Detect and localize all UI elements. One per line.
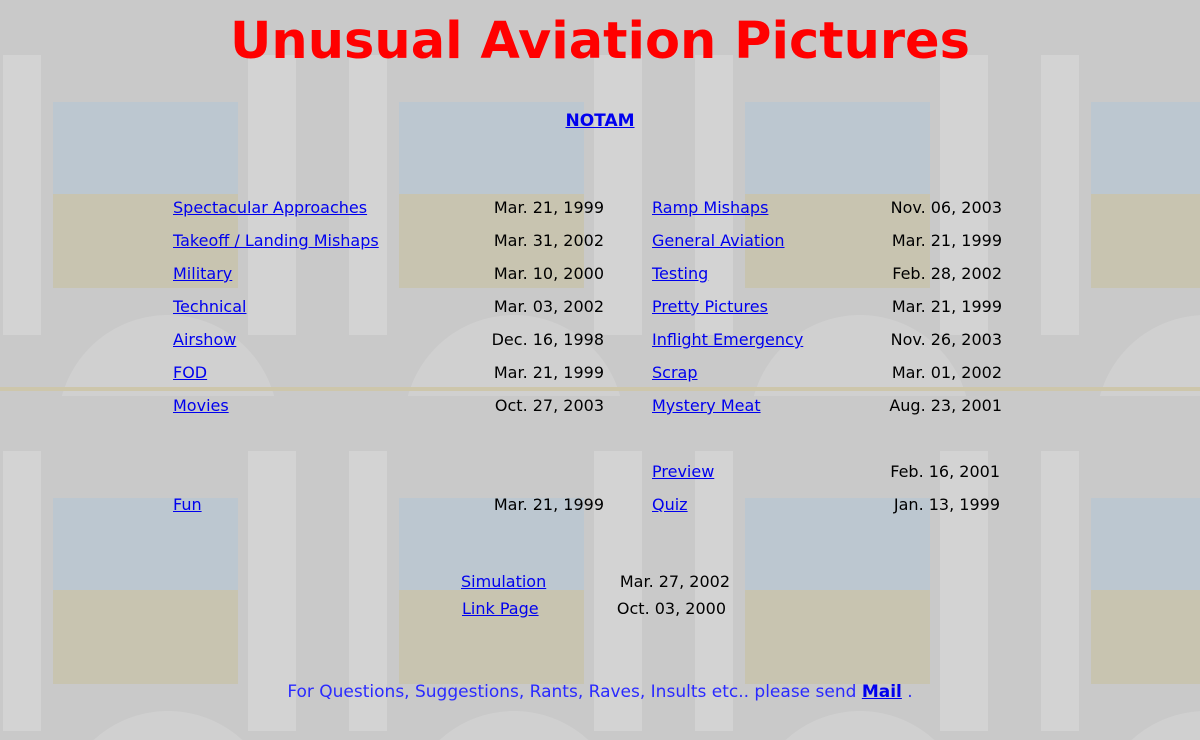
link-mystery-meat[interactable]: Mystery Meat <box>652 396 761 415</box>
notam-link[interactable]: NOTAM <box>565 111 635 131</box>
link-general-aviation[interactable]: General Aviation <box>652 231 785 250</box>
date-label: Oct. 03, 2000 <box>616 599 726 618</box>
footer-text: For Questions, Suggestions, Rants, Raves, Insults etc.. please send <box>287 682 857 702</box>
link-ramp-mishaps[interactable]: Ramp Mishaps <box>652 198 769 217</box>
link-pretty-pictures[interactable]: Pretty Pictures <box>652 297 768 316</box>
link-inflight-emergency[interactable]: Inflight Emergency <box>652 330 804 349</box>
date-label: Mar. 21, 1999 <box>493 363 604 382</box>
date-label: Mar. 21, 1999 <box>493 198 604 217</box>
date-label: Mar. 21, 1999 <box>891 231 1002 250</box>
mail-link[interactable]: Mail <box>861 682 902 702</box>
link-airshow[interactable]: Airshow <box>173 330 237 349</box>
link-takeoff-landing-mishaps[interactable]: Takeoff / Landing Mishaps <box>173 231 379 250</box>
link-military[interactable]: Military <box>173 264 233 283</box>
link-quiz[interactable]: Quiz <box>652 495 688 514</box>
date-label: Dec. 16, 1998 <box>491 330 604 349</box>
date-label: Nov. 26, 2003 <box>890 330 1002 349</box>
date-label: Mar. 27, 2002 <box>619 572 730 591</box>
date-label: Feb. 28, 2002 <box>892 264 1002 283</box>
notam-container <box>0 110 1200 132</box>
date-label: Mar. 03, 2002 <box>493 297 604 316</box>
date-label: Mar. 31, 2002 <box>493 231 604 250</box>
date-label: Mar. 21, 1999 <box>493 495 604 514</box>
date-label: Mar. 21, 1999 <box>891 297 1002 316</box>
link-simulation[interactable]: Simulation <box>461 572 547 591</box>
date-label: Jan. 13, 1999 <box>893 495 1000 514</box>
link-preview[interactable]: Preview <box>652 462 715 481</box>
link-scrap[interactable]: Scrap <box>652 363 698 382</box>
footer-end: . <box>907 682 913 702</box>
link-link-page[interactable]: Link Page <box>462 599 539 618</box>
footer-contact <box>0 681 1200 703</box>
date-label: Oct. 27, 2003 <box>494 396 604 415</box>
date-label: Feb. 16, 2001 <box>890 462 1000 481</box>
link-fod[interactable]: FOD <box>173 363 208 382</box>
link-spectacular-approaches[interactable]: Spectacular Approaches <box>173 198 368 217</box>
date-label: Mar. 10, 2000 <box>493 264 604 283</box>
date-label: Nov. 06, 2003 <box>890 198 1002 217</box>
link-technical[interactable]: Technical <box>173 297 247 316</box>
date-label: Aug. 23, 2001 <box>889 396 1002 415</box>
page-title: Unusual Aviation Pictures <box>230 12 970 71</box>
link-movies[interactable]: Movies <box>173 396 229 415</box>
date-label: Mar. 01, 2002 <box>891 363 1002 382</box>
link-testing[interactable]: Testing <box>652 264 709 283</box>
link-fun[interactable]: Fun <box>173 495 202 514</box>
